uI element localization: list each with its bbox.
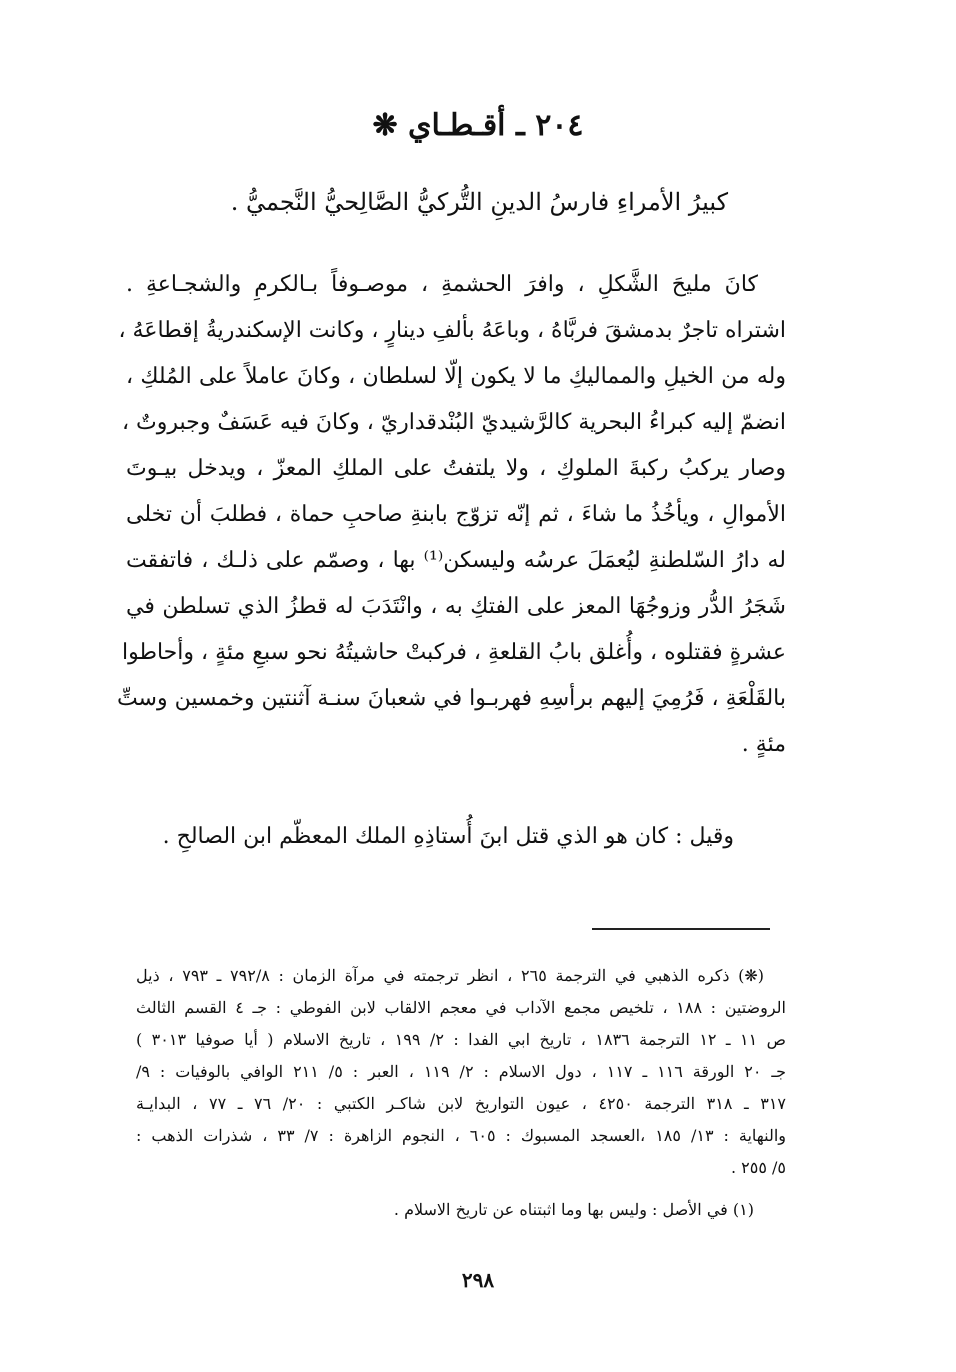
body-line: انضمّ إليه كبراءُ البحرية كالرَّشيديّ البُنْدقداريّ ، وكانَ فيه عَسَفٌ وجبروتٌ ،: [121, 410, 786, 435]
body-line: بالقَلْعَةِ ، فَرُمِيَ إليهم برأسِهِ فهربـوا في شعبانَ سنـة آثنتين وخمسين وستِّ: [116, 686, 786, 711]
body-paragraph: [116, 262, 786, 768]
body-line: كانَ مليحَ الشَّكلِ ، وافرَ الحشمةِ ، موصـوفاً بـالكرمِ والشجـاعةِ .: [126, 272, 758, 297]
body-line: له دارُ السّلطنةِ ليُعمَلَ عرسُه وليسكن⁽¹⁾ بها ، وصمّم على ذلـك ، فاتفقت: [126, 548, 786, 573]
entry-heading: ٢٠٤ ـ أقـطـاي ❋: [372, 108, 584, 143]
body-line: وصار يركبُ ركبةَ الملوكِ ، ولا يلتفتُ على الملكِ المعزّ ، ويدخل بيـوتَ: [126, 456, 786, 481]
said-paragraph: وقيل : كان هو الذي قتل ابنَ أُستاذِهِ الملك المعظّم ابن الصالحِ .: [162, 824, 734, 849]
body-line: اشتراه تاجرٌ بدمشقَ فربَّاهُ ، وباعَهُ بألفِ دينارٍ ، وكانت الإسكندريةُ إقطاعَهُ ،: [118, 318, 786, 343]
source-note-line: ٣١٧ ـ ٣١٨ الترجمة ٤٢٥٠ ، عيون التواريخ لابن شاكـر الكتبي : ٢٠/ ٧٦ ـ ٧٧ ، البدايـة: [136, 1094, 787, 1113]
body-line: شَجَرُ الدُّر وزوجُهَا المعز على الفتكِ به ، وانْتَدَبَ له قطزُ الذي تسلطن في: [126, 594, 786, 619]
body-line: مئةٍ .: [741, 732, 786, 757]
source-note-line: ٥/ ٢٥٥ .: [730, 1158, 786, 1177]
body-line: وله من الخيلِ والمماليكِ ما لا يكون إلّا لسلطان ، وكانَ عاملاً على المُلكِ ،: [126, 364, 786, 389]
source-note-line: ص ١١ ـ ١٢ الترجمة ١٨٣٦ ، تاريخ ابي الفدا : ٢/ ١٩٩ ، تاريخ الاسلام ( أيا صوفيا ٣٠١٣ ): [136, 1030, 787, 1049]
footnote-1: (١) في الأصل : وليس بها وما اثبتناه عن تاريخ الاسلام .: [393, 1200, 754, 1219]
body-line: الأموالِ ، ويأخُذُ ما شاءَ ، ثم إنّه تزوّج بابنةِ صاحبِ حماة ، فطلبَ أن تخلى: [126, 502, 786, 527]
source-note-line: (❋) ذكره الذهبي في الترجمة ٢٦٥ ، انظر ترجمته في مرآة الزمان : ٧٩٢/٨ ـ ٧٩٣ ، ذيل: [136, 966, 765, 985]
entry-subtitle: كبيرُ الأمراءِ فارسُ الدينِ التُّركيُّ الصَّالِحيُّ النَّجميُّ .: [230, 188, 728, 216]
body-line: عشرةٍ فقتلوه ، وأُغلق بابُ القلعةِ ، فركبتْ حاشيتُهُ نحو سبعِ مئةٍ ، وأحاطوا: [121, 640, 786, 665]
source-notes: [136, 960, 786, 1184]
source-note-line: جـ ٢٠ الورقة ١١٦ ـ ١١٧ ، دول الاسلام : ٢/ ١١٩ ، العبر : ٥/ ٢١١ الوافي بالوفيات : ٩/: [136, 1062, 787, 1081]
page-number: ٢٩٨: [461, 1268, 495, 1292]
footnote-separator: [592, 928, 770, 930]
source-note-line: الروضتين : ١٨٨ ، تلخيص مجمع الآداب في معجم الالقاب لابن الفوطي : جـ ٤ القسم الثالث: [136, 998, 786, 1017]
source-note-line: والنهاية : ١٣/ ١٨٥ ،العسجد المسبوك : ٦٠٥ ، النجوم الزاهرة : ٧/ ٣٣ ، شذرات الذهب :: [136, 1126, 787, 1145]
